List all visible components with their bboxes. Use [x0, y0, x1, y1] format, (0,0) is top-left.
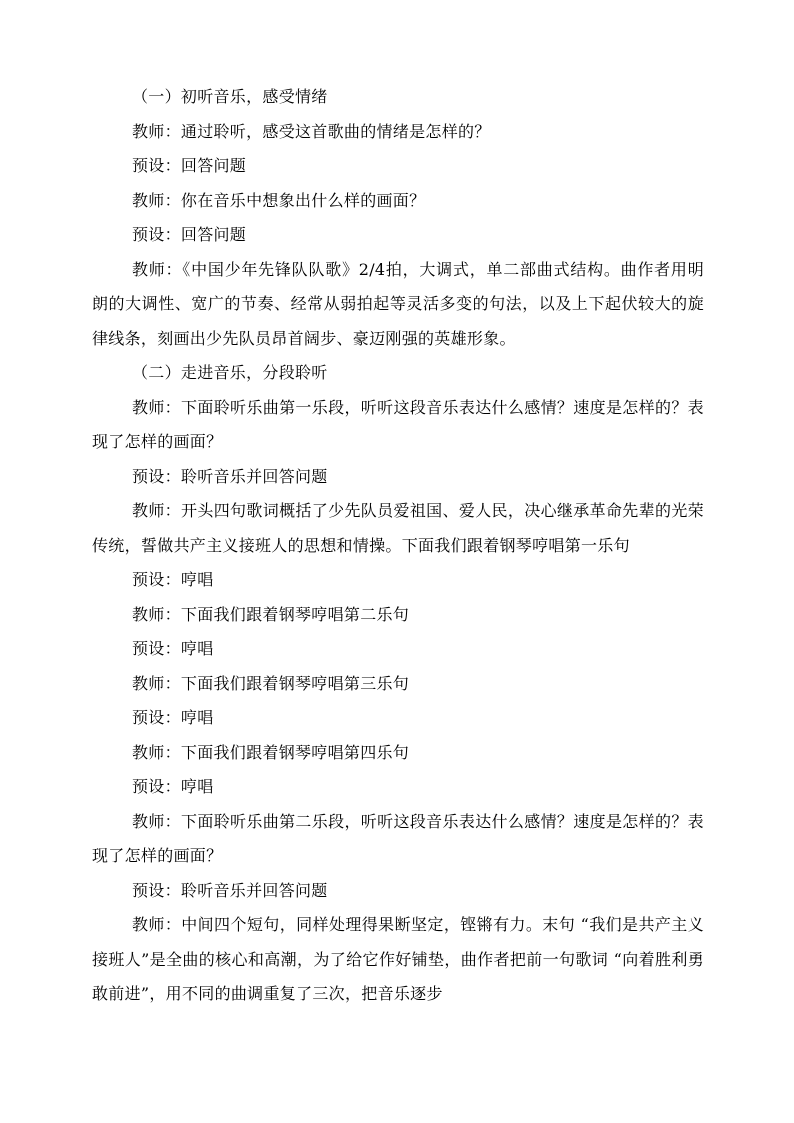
preset-line: 预设：聆听音乐并回答问题	[132, 880, 328, 900]
preset-line: 预设：回答问题	[132, 225, 247, 244]
preset-line: 预设：哼唱	[132, 777, 214, 796]
teacher-line: 教师：下面聆听乐曲第一乐段，听听这段音乐表达什么感情？速度是怎样的？表现了怎样的画面？	[92, 397, 704, 451]
teacher-line: 教师：开头四句歌词概括了少先队员爱祖国、爱人民，决心继承革命先辈的光荣传统，誓做共产主义接班人的思想和情操。下面我们跟着钢琴哼唱第一乐句	[92, 501, 704, 555]
teacher-analysis-paragraph: 教师：《中国少年先锋队队歌》2/4拍，大调式，单二部曲式结构。曲作者用明朗的大调性、宽广的节奏、经常从弱拍起等灵活多变的句法，以及上下起伏较大的旋律线条，刻画出少先队员昂首阔步、豪迈刚强的英雄形象。	[92, 259, 704, 348]
teacher-line: 教师：通过聆听，感受这首歌曲的情绪是怎样的？	[132, 121, 491, 141]
preset-line: 预设：哼唱	[132, 639, 214, 658]
teacher-line: 教师：下面聆听乐曲第二乐段，听听这段音乐表达什么感情？速度是怎样的？表现了怎样的画面？	[92, 811, 704, 865]
preset-line: 预设：哼唱	[132, 708, 214, 727]
document-body	[92, 80, 704, 1012]
preset-line: 预设：回答问题	[132, 156, 247, 175]
teacher-line: 教师：你在音乐中想象出什么样的画面？	[132, 190, 426, 210]
preset-line: 预设：哼唱	[132, 570, 214, 589]
teacher-line: 教师：下面我们跟着钢琴哼唱第三乐句	[132, 673, 410, 693]
section-heading-segment-listen: （二）走进音乐，分段聆听	[132, 363, 328, 382]
teacher-analysis-paragraph: 教师：中间四个短句，同样处理得果断坚定，铿锵有力。末句 “我们是共产主义接班人”是全曲的核心和高潮，为了给它作好铺垫，曲作者把前一句歌词 “向着胜利勇敢前进”，用不同的曲调重复了三次，把音乐逐步	[92, 915, 704, 1003]
teacher-line: 教师：下面我们跟着钢琴哼唱第二乐句	[132, 604, 410, 624]
preset-line: 预设：聆听音乐并回答问题	[132, 466, 328, 486]
section-heading-first-listen: （一）初听音乐，感受情绪	[132, 87, 328, 106]
teacher-line: 教师：下面我们跟着钢琴哼唱第四乐句	[132, 742, 410, 762]
